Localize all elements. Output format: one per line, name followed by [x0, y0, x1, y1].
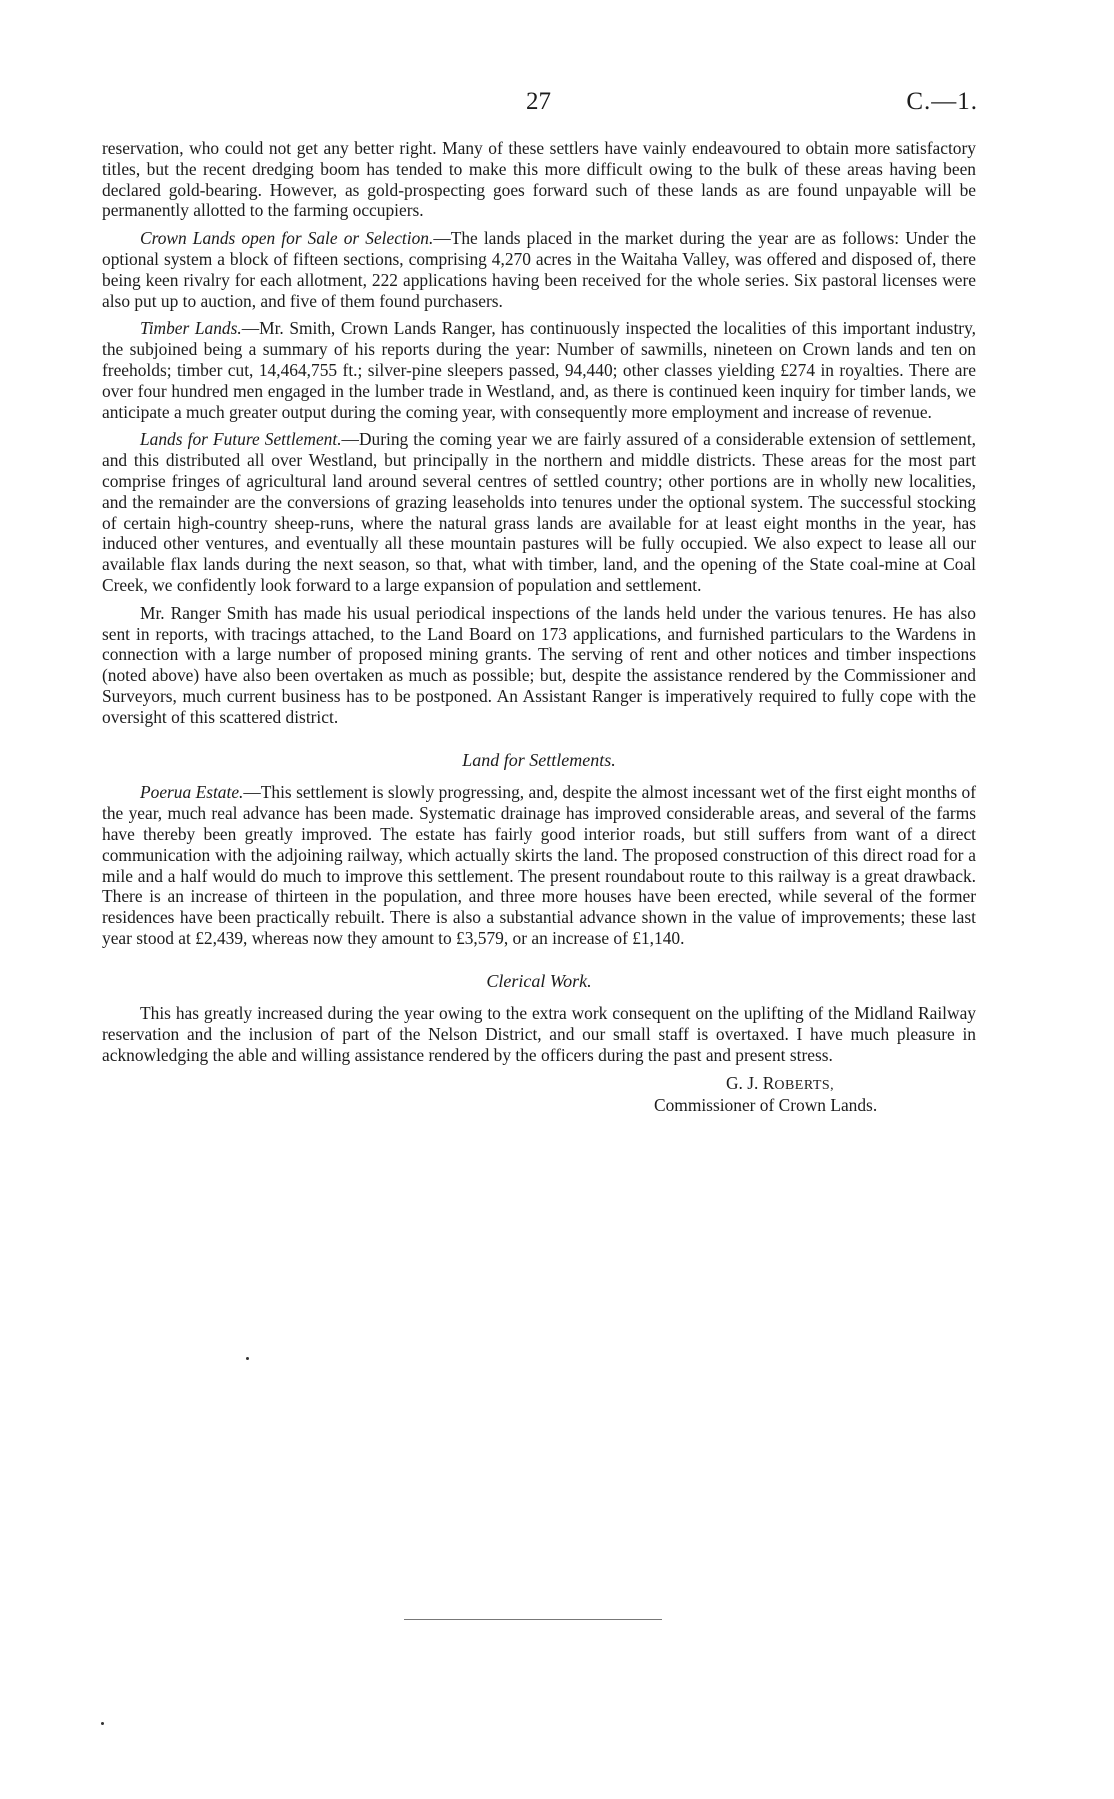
page-number: 27	[526, 88, 551, 115]
document-reference: C.—1.	[906, 88, 978, 115]
stray-mark	[246, 1357, 249, 1360]
paragraph-future-settlement	[102, 429, 976, 595]
paragraph-body-future-settlement: —During the coming year we are fairly assured of a considerable extension of settlement, and this distributed all over Westland, but principally in the northern and middle districts. These areas for the most part comprise fringes of agricultural land around several centres of settled country; other portions are in wholly new localities, and the remainder are the conversions of grazing leaseholds into tenures under the optional system. The successful stocking of certain high-country sheep-runs, where the natural grass lands are available for at least eight months in the year, has induced other ventures, and eventually all these mountain pastures will be fully occupied. We also expect to lease all our available flax lands during the next season, so that, what with timber, land, and the opening of the State coal-mine at Coal Creek, we confidently look forward to a large expansion of population and settlement.	[102, 429, 976, 595]
paragraph-heading-future-settlement: Lands for Future Settlement.	[140, 429, 342, 450]
paragraph-heading-poerua-estate: Poerua Estate.	[140, 782, 244, 803]
paragraph-body-timber-lands: —Mr. Smith, Crown Lands Ranger, has continuously inspected the localities of this important industry, the subjoined being a summary of his reports during the year: Number of sawmills, nineteen on Crown lands and ten on freeholds; timber cut, 14,464,755 ft.; silver-pine sleepers passed, 94,440; other classes yielding £274 in royalties. There are over four hundred men engaged in the lumber trade in Westland, and, as there is continued keen inquiry for timber lands, we anticipate a much greater output during the coming year, with consequently more employment and increase of revenue.	[102, 318, 976, 422]
section-heading-clerical-work: Clerical Work.	[486, 970, 592, 991]
signature-name-rest: OBERTS,	[774, 1077, 835, 1093]
paragraph-heading-timber-lands: Timber Lands.	[140, 318, 242, 339]
page-header	[0, 88, 1114, 122]
paragraph-timber-lands	[102, 318, 976, 422]
paragraph-body-poerua-estate: —This settlement is slowly progressing, and, despite the almost incessant wet of the first eight months of the year, much real advance has been made. Systematic drainage has improved considerable areas, and several of the farms have thereby been greatly improved. The estate has fairly good interior roads, but still suffers from want of a direct communication with the adjoining railway, which actually skirts the land. The proposed construction of this direct road for a mile and a half would do much to improve this settlement. The present roundabout route to this railway is a great drawback. There is an increase of thirteen in the population, and three more houses have been erected, while several of the former residences have been practically rebuilt. There is also a substantial advance shown in the value of improvements; these last year stood at £2,439, whereas now they amount to £3,579, or an increase of £1,140.	[102, 782, 976, 948]
paragraph-crown-lands	[102, 228, 976, 311]
paragraph-heading-crown-lands: Crown Lands open for Sale or Selection.	[140, 228, 434, 249]
paragraph-body-crown-lands: —The lands placed in the market during the year are as follows: Under the optional system a block of fifteen sections, comprising 4,270 acres in the Waitaha Valley, was offered and disposed of, there being keen rivalry for each allotment, 222 applications having been received for the whole series. Six pastoral licenses were also put up to auction, and five of them found purchasers.	[102, 228, 976, 311]
signature-title: Commissioner of Crown Lands.	[654, 1094, 878, 1115]
signature-block	[102, 1073, 976, 1121]
document-body	[102, 138, 976, 1121]
paragraph-poerua-estate	[102, 782, 976, 948]
paragraph-ranger-smith: Mr. Ranger Smith has made his usual periodical inspections of the lands held under the various tenures. He has also sent in reports, with tracings attached, to the Land Board on 173 applications, and furnished particulars to the Wardens in connection with a large number of proposed mining grants. The serving of rent and other notices and timber inspections (noted above) have also been overtaken as much as possible; but, despite the assistance rendered by the Commissioner and Surveyors, much current business has to be postponed. An Assistant Ranger is imperatively required to fully cope with the oversight of this scattered district.	[102, 602, 976, 727]
closing-rule	[404, 1619, 662, 1620]
signature-name	[726, 1073, 834, 1097]
paragraph-reservation: reservation, who could not get any better right. Many of these settlers have vainly endeavoured to obtain more satisfactory titles, but the recent dredging boom has tended to make this more difficult owing to the bulk of these areas having been declared gold-bearing. However, as gold-prospecting goes forward such of these lands as are found unpayable will be permanently allotted to the farming occupiers.	[102, 138, 976, 221]
stray-mark	[101, 1722, 104, 1725]
section-heading-land-for-settlements: Land for Settlements.	[462, 749, 616, 770]
paragraph-clerical-work: This has greatly increased during the year owing to the extra work consequent on the uplifting of the Midland Railway reservation and the inclusion of part of the Nelson District, and our small staff is overtaxed. I have much pleasure in acknowledging the able and willing assistance rendered by the officers during the past and present stress.	[102, 1003, 976, 1066]
signature-name-initials: G. J. R	[726, 1072, 775, 1093]
